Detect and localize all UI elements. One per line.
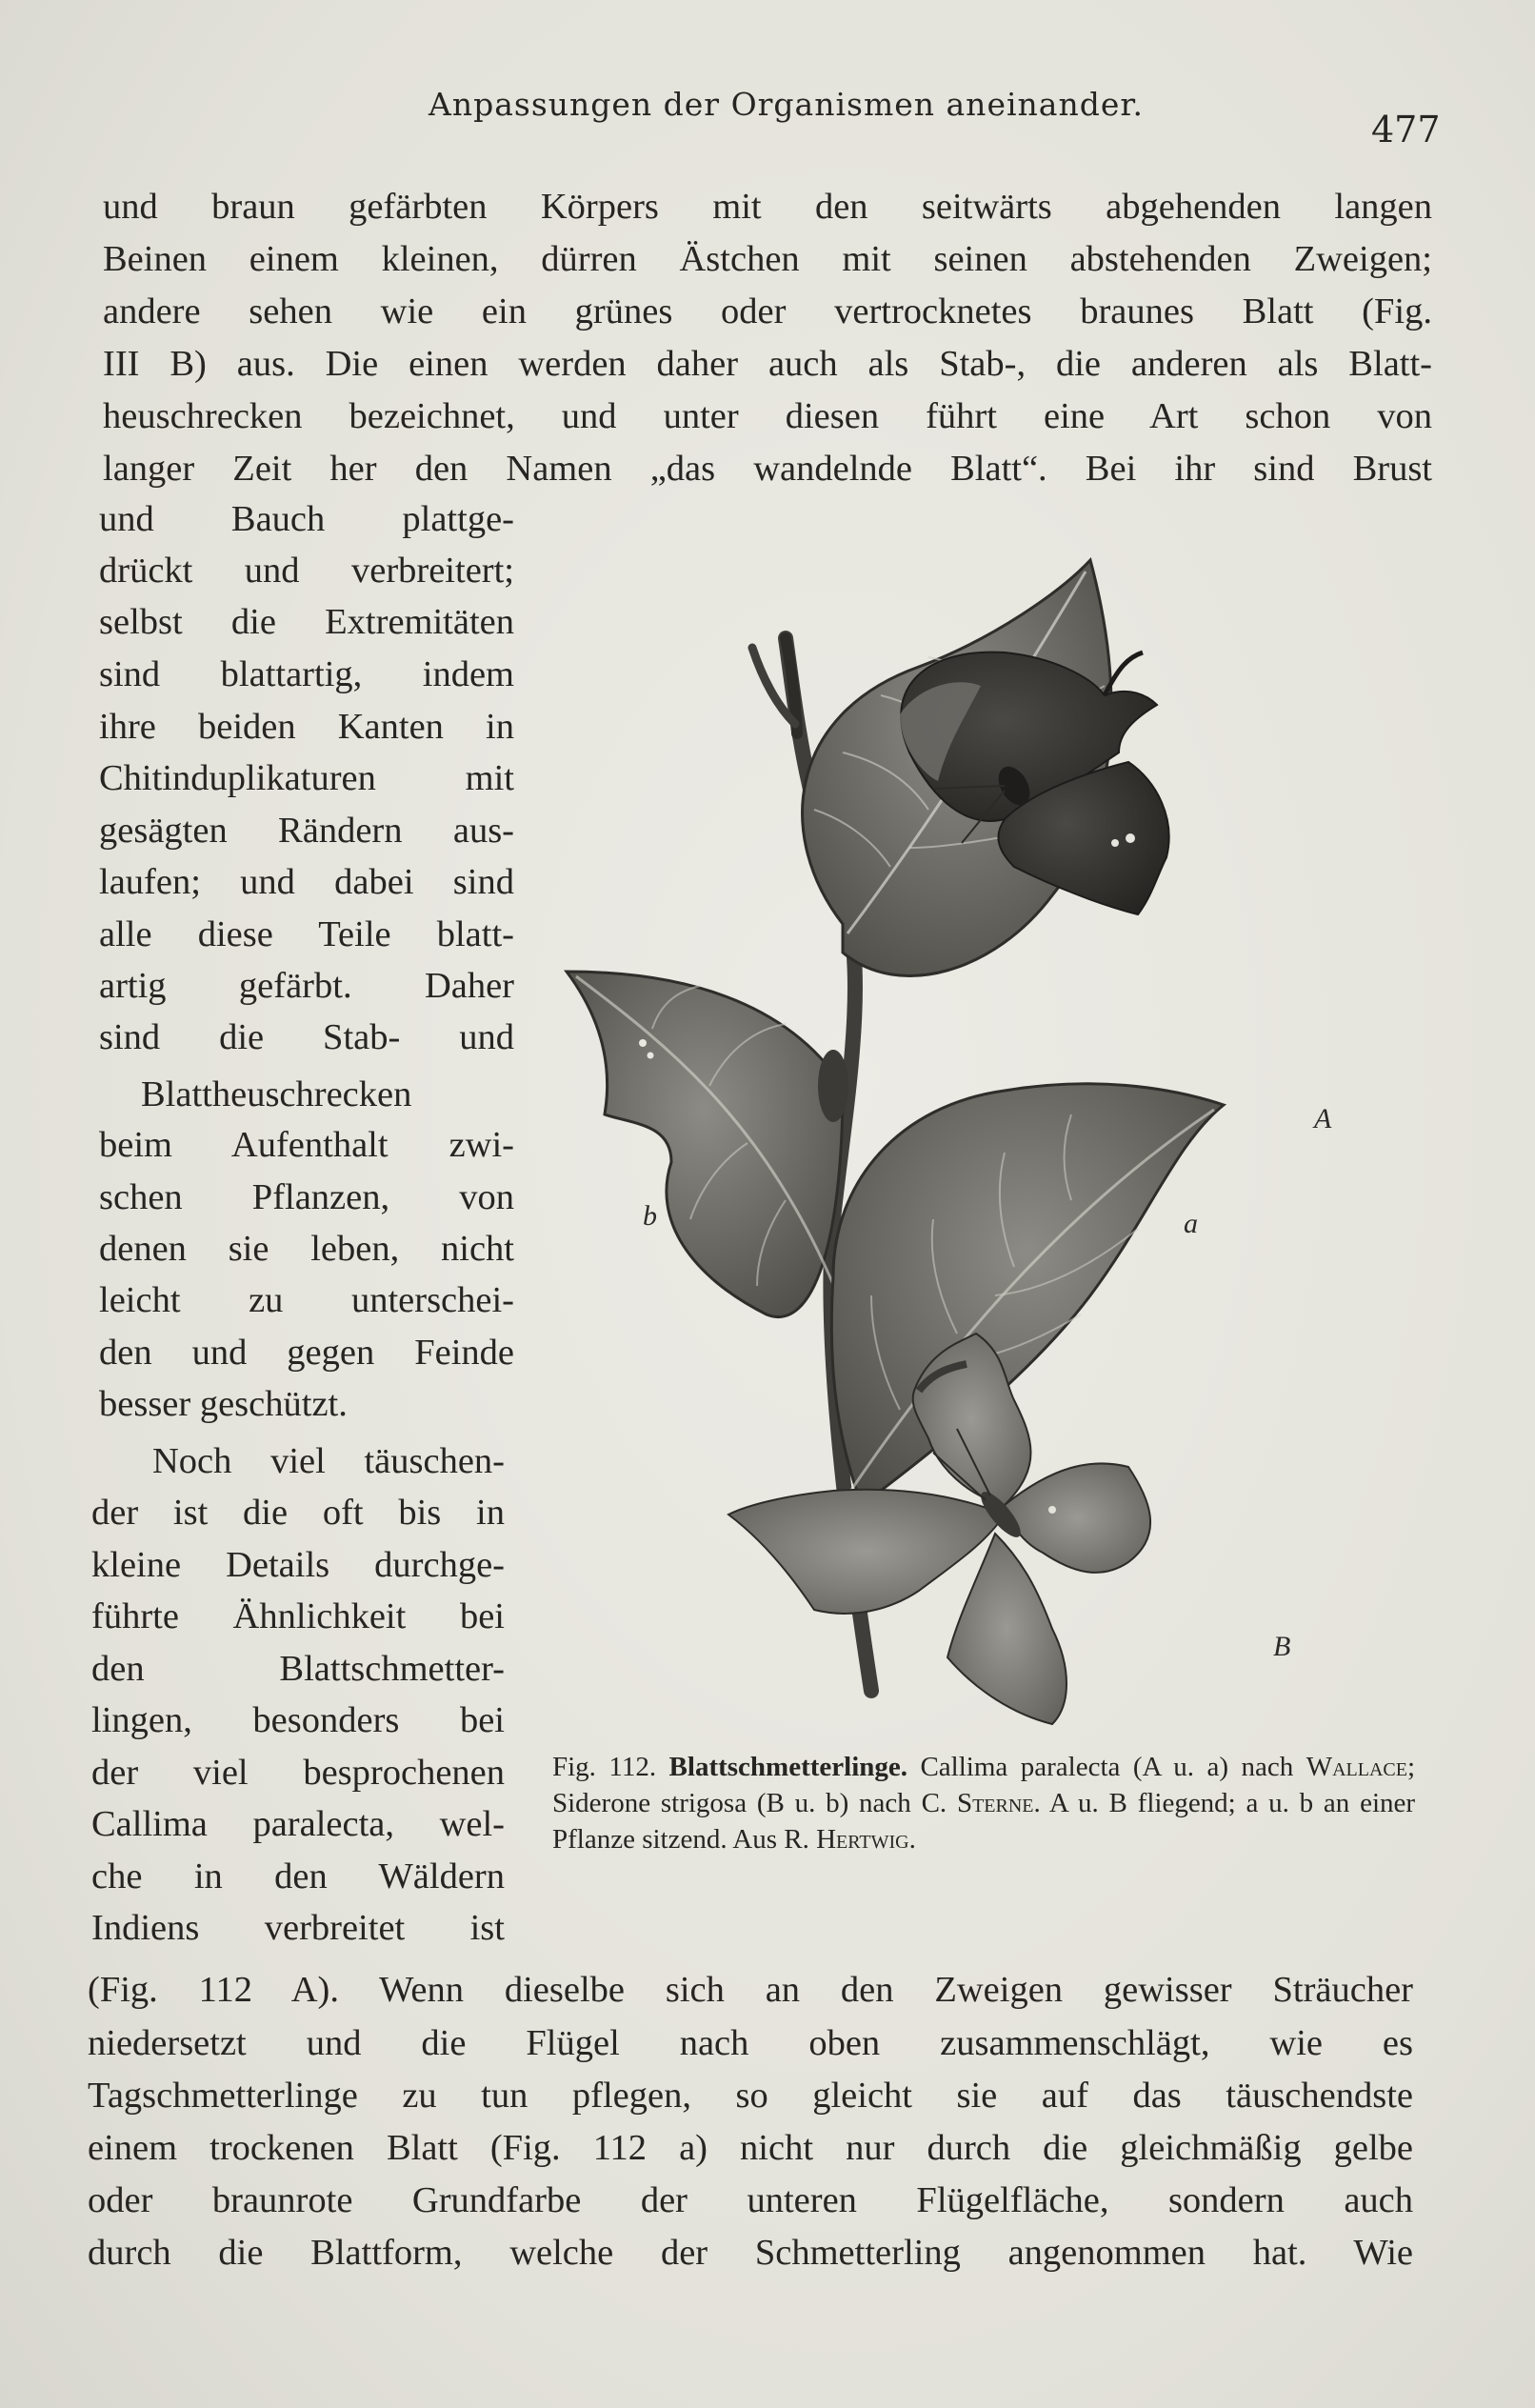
text-line: beim Aufenthalt zwi- [99,1125,514,1165]
caption-part: . A u. B fliegend; a u. b an einer Pflanze sitzend. Aus [552,1788,1416,1855]
text-line: der viel besprochenen [91,1753,505,1793]
caption-part: . [908,1824,916,1855]
text-line: den Blattschmetter- [91,1649,505,1689]
caption-number: Fig. 112. [552,1752,657,1782]
page-number: 477 [1371,109,1441,150]
text-line: laufen; und dabei sind [99,862,514,902]
text-line: lingen, besonders bei [91,1700,505,1740]
text-line: gesägten Rändern aus- [99,811,514,851]
text-line: denen sie leben, nicht [99,1229,514,1269]
figure-label-b: b [643,1200,657,1232]
caption-part: ; Siderone strigosa (B u. b) nach [552,1752,1416,1818]
text-line: führte Ähnlichkeit bei [91,1596,505,1636]
text-line: artig gefärbt. Daher [99,966,514,1006]
text-line: durch die Blattform, welche der Schmetterling angenommen hat. Wie [88,2233,1413,2273]
text-line: ihre beiden Kanten in [99,707,514,747]
text-line: sind die Stab- und [99,1017,514,1057]
text-line: der ist die oft bis in [91,1493,505,1533]
caption-author: R. Hertwig [784,1824,909,1855]
text-line: Callima paralecta, wel- [91,1804,505,1844]
text-line: alle diese Teile blatt- [99,914,514,954]
text-line: selbst die Extremitäten [99,602,514,642]
text-line: Beinen einem kleinen, dürren Ästchen mit seinen abstehenden Zweigen; [103,239,1432,279]
text-line: den und gegen Feinde [99,1333,514,1373]
text-line: drückt und verbreitert; [99,551,514,591]
caption-part: Callima paralecta (A u. a) nach [920,1752,1294,1782]
text-line: leicht zu unterschei- [99,1280,514,1320]
text-line: heuschrecken bezeichnet, und unter diesen führt eine Art schon von [103,396,1432,436]
figure-label-A: A [1314,1103,1332,1134]
text-line: und Bauch plattge- [99,499,514,539]
text-line: einem trockenen Blatt (Fig. 112 a) nicht nur durch die gleichmäßig gelbe [88,2128,1413,2168]
butterfly-B [728,1334,1150,1724]
figure-caption [552,1749,1415,1857]
figure-label-B: B [1273,1631,1291,1662]
text-line: Chitinduplikaturen mit [99,758,514,798]
text-line: niedersetzt und die Flügel nach oben zusammenschlägt, wie es [88,2023,1413,2063]
text-line: oder braunrote Grundfarbe der unteren Flügelfläche, sondern auch [88,2180,1413,2220]
text-line: und braun gefärbten Körpers mit den seitwärts abgehenden langen [103,187,1432,227]
caption-author: Wallace [1306,1752,1407,1782]
text-line: Tagschmetterlinge zu tun pflegen, so gleicht sie auf das täuschendste [88,2076,1413,2116]
text-line: kleine Details durchge- [91,1545,505,1585]
leaf-butterfly-b [567,972,843,1317]
text-line: Noch viel täuschen- [152,1441,505,1481]
text-line: Indiens verbreitet ist [91,1908,505,1948]
text-line: III B) aus. Die einen werden daher auch als Stab-, die anderen als Blatt- [103,344,1432,384]
caption-author: C. Sterne [921,1788,1034,1818]
text-line: che in den Wäldern [91,1856,505,1896]
leaf-butterfly-drawing [557,552,1414,1734]
text-line: sind blattartig, indem [99,654,514,694]
text-line: schen Pflanzen, von [99,1177,514,1217]
caption-title: Blattschmetterlinge. [668,1752,907,1782]
text-line: besser geschützt. [99,1384,348,1424]
text-line: (Fig. 112 A). Wenn dieselbe sich an den Zweigen gewisser Sträucher [88,1970,1413,2010]
text-line: langer Zeit her den Namen „das wandelnde Blatt“. Bei ihr sind Brust [103,449,1432,489]
running-title: Anpassungen der Organismen aneinander. [429,86,1144,123]
text-line: andere sehen wie ein grünes oder vertrocknetes braunes Blatt (Fig. [103,291,1432,331]
text-line: Blattheuschrecken [141,1074,412,1114]
figure-label-a: a [1184,1208,1198,1239]
butterfly-illustration [557,552,1414,1734]
